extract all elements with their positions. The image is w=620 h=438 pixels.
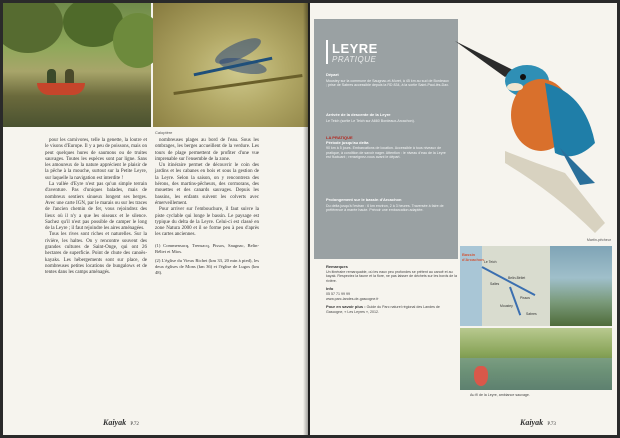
footnote: (1) Commensacq, Trensacq, Pissos, Saugnac, Belin-Béliet et Mios. xyxy=(155,242,259,254)
practice-block xyxy=(326,136,450,160)
magazine-logo: Kaiyak xyxy=(103,418,127,427)
arrival-text: Le Teich (sortie Le Teich sur A660 Bordeaux-Arcachon). xyxy=(326,118,415,123)
info-website[interactable]: www.parc-landes-de-gascogne.fr xyxy=(326,296,379,301)
departure-heading: Départ xyxy=(326,72,339,77)
right-page xyxy=(310,3,617,435)
canoe-river-photo xyxy=(460,328,612,390)
extension-text: Du delta jusqu'à l'estran : 6 km environ, 2 à 3 heures. Traversée à faire de préférence à marée haute. Prévoir une embarcation adaptée. xyxy=(326,203,444,213)
kayaker-figure xyxy=(65,69,74,83)
more-text: Guide du Parc naturel régional des Landes de Gascogne, « Les Leyres », 2012. xyxy=(326,305,440,314)
dragonfly-photo xyxy=(153,3,308,127)
departure-text: Moustey sur la commune de Saugnac-et-Muret, à 45 km au sud de Bordeaux ; prise de Sabres accessible depuis la RD 834, à la sortie Saint-Paul-lès-Dax. xyxy=(326,78,450,88)
section-subtitle: PRATIQUE xyxy=(332,55,377,64)
period-text: 90 km à 5 jours. Embarcations de location. Accessible à tous niveaux de pratique, à condition de savoir nager. Attention : le niveau d'eau de la Leyre est fluctuant ; renseignez-vous avant le départ. xyxy=(326,146,446,160)
practice-heading: LA PRATIQUE xyxy=(326,135,353,140)
map-label: Moustey xyxy=(500,304,513,308)
paragraph: nombreuses plages au bord de l'eau. Sous les ombrages, les berges accueillent de la verdure. Les tours de plage permettent de profiter d'une vue imprenable sur l'ensemble de la zone. xyxy=(155,138,259,162)
footnote: (2) L'église du Vieux Richet (km 33, 20 min à pied), les deux églises de Mons (km 36) et l'église de Lugos (km 48). xyxy=(155,258,259,275)
kingfisher-throat xyxy=(507,83,523,91)
kayak-shape xyxy=(37,83,85,95)
info-heading: Info xyxy=(326,286,334,292)
canoe-caption: Au fil de la Leyre, ambiance sauvage. xyxy=(470,393,530,397)
map-label: Belin-Béliet xyxy=(508,276,526,280)
period-heading: Période jusqu'au delta xyxy=(326,139,369,145)
section-title: LEYRE xyxy=(332,41,378,56)
extension-heading: Prolongement sur le bassin d'Arcachon xyxy=(326,197,402,202)
more-heading: Pour en savoir plus : xyxy=(326,304,366,310)
kingfisher-photo xyxy=(445,33,617,243)
page-folio-left xyxy=(103,418,139,427)
dragonfly-caption: Caloptère xyxy=(155,130,173,135)
paragraph: Tous les rives sont riches et naturelles. Sur la rivière, les haltes. On y rencontre souvent des grandes cultures de Saint-Onge, qui ont 26 hectares de superficie. Point de chute des canoës-kayaks. Les hébergements sont sur place, de nombreuses petites locations de bungalows et de tentes dans les camps aménagés. xyxy=(45,232,147,276)
kingfisher-eye xyxy=(520,74,526,80)
paragraph: Pour arriver sur l'embouchure, il faut suivre la piste cyclable qui longe le bassin. Le paysage est typique du delta de la Leyre. Celui-ci est classé en zone Natura 2000 et il se forme peu à peu d'après les cartes anciennes. xyxy=(155,207,259,238)
map-label: Pissos xyxy=(520,296,530,300)
branch xyxy=(505,151,605,233)
map-label: Le Teich xyxy=(484,260,497,264)
title-accent-bar xyxy=(326,40,328,64)
map-label: Salles xyxy=(490,282,500,286)
notes-block xyxy=(326,265,458,318)
route-map xyxy=(460,246,550,326)
kingfisher-caption: Martin-pêcheur xyxy=(586,238,611,242)
paragraph: Un itinéraire permet de découvrir le coin des jardins et les cabanes en bois et sous la gestion de la Leyre. Selon la saison, on y rencontrera des hérons, des martins-pêcheurs, des cormorans, des mouettes et des canards sauvages. Depuis les bassins, les enfants suivent les colverts avec émerveillement. xyxy=(155,163,259,206)
info-block xyxy=(326,287,458,301)
page-folio-right xyxy=(520,418,556,427)
remarks-text: Un itinéraire remarquable, où les eaux peu profondes se prêtent au canoë et au kayak. Respectez la faune et la flore, ne pas laisser de déchets sur les bords de la rivière. xyxy=(326,269,458,283)
extension-block xyxy=(326,198,450,213)
kingfisher-beak xyxy=(455,41,515,77)
kayaker-figure xyxy=(47,69,56,83)
paragraph: pour les carnivores, telle la genette, la loutre et le visons d'Europe. Il y a peu de poissons, mais on peut quelques hures de saumons ou de truites sauvages. Toutes les espèces sont par ligne. Sans les amoureux de la nature apprécient le plaisir de la pêche à la mouche, surtout sur la Petite Leyre, sur laquelle la navigation est interdite ! xyxy=(45,138,147,181)
left-column-1 xyxy=(45,138,147,277)
river-kayak-photo xyxy=(3,3,151,127)
map-label: Sabres xyxy=(526,312,537,316)
arrival-heading: Arrivée de la descente de la Leyre xyxy=(326,112,391,117)
paragraph: La vallée d'Eyre n'est pas qu'un simple terrain d'aventure. Pas d'uniques balades, mais de nombreux sentiers sinueux longent ses berges. Avec une carte IGN, par le marais ou sur les traces de l'ancien chemin de fer, vous rejoindrez des lieux où il n'y a que les oiseaux et le silence. Sachez qu'il n'est pas possible de camper le long de la Leyre ; il faut rejoindre les aires aménagées. xyxy=(45,182,147,232)
page-number: P.72 xyxy=(130,422,139,427)
departure-block xyxy=(326,73,450,88)
lake-photo xyxy=(550,246,612,326)
left-column-2 xyxy=(155,138,259,276)
remarks-heading: Remarques xyxy=(326,264,348,269)
info-phone: 05 57 71 99 99 xyxy=(326,291,350,296)
tree-shape xyxy=(3,3,63,53)
map-water-label: Bassin d'Arcachon xyxy=(462,252,484,262)
canoe-shape xyxy=(474,366,488,386)
magazine-logo: Kaiyak xyxy=(520,418,544,427)
reed-stem xyxy=(173,74,302,95)
map-river xyxy=(509,287,521,316)
remarks-block xyxy=(326,265,458,283)
page-number: P.73 xyxy=(547,422,556,427)
arrival-block xyxy=(326,113,450,123)
more-block xyxy=(326,305,458,314)
left-page xyxy=(3,3,308,435)
